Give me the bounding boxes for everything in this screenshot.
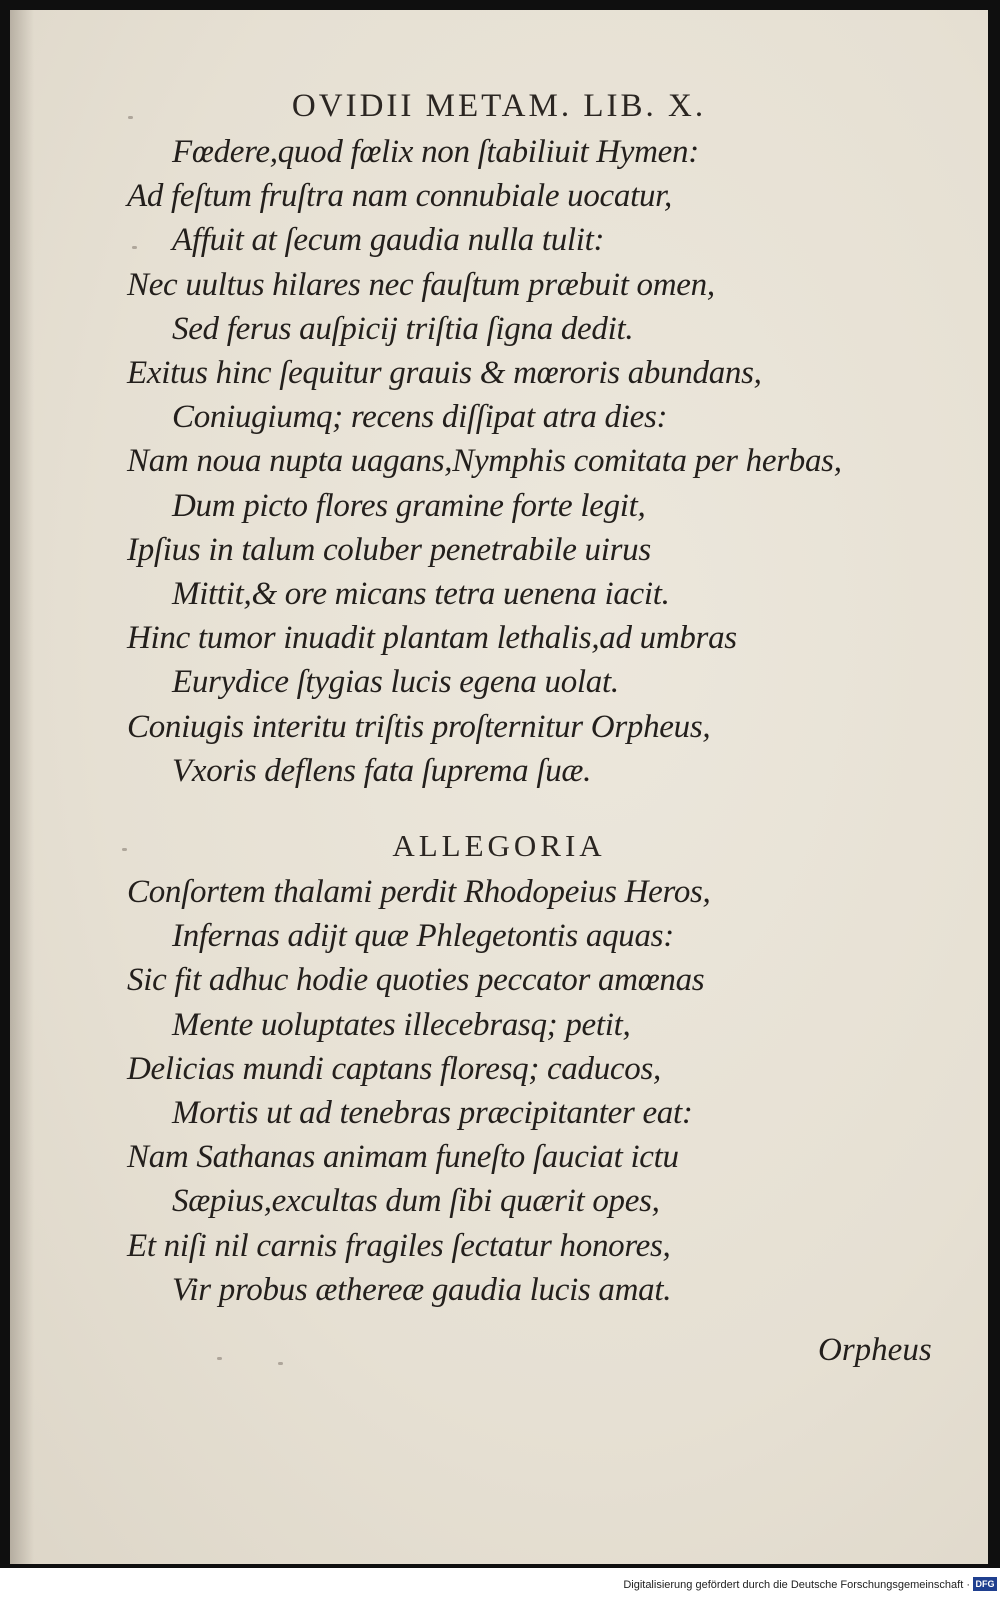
verse-line: Hinc tumor inuadit plantam lethalis,ad umbras bbox=[127, 620, 737, 657]
verse-line: Sic fit adhuc hodie quoties peccator amœnas bbox=[127, 962, 705, 999]
verse-line: Conſortem thalami perdit Rhodopeius Heros, bbox=[127, 874, 711, 910]
verse-line: Coniugiumq; recens diſſipat atra dies: bbox=[172, 399, 668, 436]
verse-line: Nec uultus hilares nec fauſtum præbuit omen, bbox=[127, 266, 715, 303]
verse-line: Sæpius,excultas dum ſibi quærit opes, bbox=[172, 1183, 660, 1220]
verse-line: Et niſi nil carnis fragiles ſectatur honores, bbox=[127, 1227, 671, 1264]
ink-speck bbox=[132, 246, 137, 249]
verse-line: Ipſius in talum coluber penetrabile uirus bbox=[127, 531, 651, 568]
verse-line: Fœdere,quod fœlix non ſtabiliuit Hymen: bbox=[172, 134, 699, 170]
digitization-footer bbox=[0, 1568, 1000, 1601]
verse-line: Nam Sathanas animam funeſto ſauciat ictu bbox=[127, 1139, 679, 1176]
verse-line: Infernas adijt quæ Phlegetontis aquas: bbox=[172, 918, 674, 955]
verse-line: Coniugis interitu triſtis proſternitur Orpheus, bbox=[127, 708, 711, 745]
verse-line: Mittit,& ore micans tetra uenena iacit. bbox=[172, 576, 670, 612]
verse-line: Delicias mundi captans floresq; caducos, bbox=[127, 1050, 661, 1087]
funding-credit: Digitalisierung gefördert durch die Deutsche Forschungsgemeinschaft · bbox=[623, 1579, 970, 1591]
ink-speck bbox=[128, 116, 133, 119]
verse-line: Vir probus æthereæ gaudia lucis amat. bbox=[172, 1271, 672, 1308]
verse-line: Vxoris deflens fata ſuprema ſuæ. bbox=[172, 752, 592, 789]
dfg-logo: DFG bbox=[973, 1577, 997, 1591]
book-page bbox=[10, 10, 988, 1564]
ink-speck bbox=[278, 1362, 283, 1365]
gutter-shadow bbox=[10, 10, 34, 1564]
verse-line: Ad feſtum fruſtra nam connubiale uocatur, bbox=[127, 178, 672, 215]
catchword: Orpheus bbox=[818, 1332, 932, 1368]
verse-line: Dum picto flores gramine forte legit, bbox=[172, 487, 646, 524]
ink-speck bbox=[122, 848, 127, 851]
ink-speck bbox=[217, 1357, 222, 1360]
section-heading-allegoria: ALLEGORIA bbox=[392, 828, 606, 863]
verse-line: Mortis ut ad tenebras præcipitanter eat: bbox=[172, 1095, 693, 1131]
running-head: OVIDII METAM. LIB. X. bbox=[291, 88, 707, 124]
verse-line: Nam noua nupta uagans,Nymphis comitata per herbas, bbox=[127, 443, 842, 480]
verse-line: Eurydice ſtygias lucis egena uolat. bbox=[172, 664, 619, 701]
verse-line: Affuit at ſecum gaudia nulla tulit: bbox=[172, 222, 605, 259]
verse-line: Sed ferus auſpicij triſtia ſigna dedit. bbox=[172, 310, 634, 347]
verse-line: Mente uoluptates illecebrasq; petit, bbox=[172, 1006, 631, 1043]
verse-line: Exitus hinc ſequitur grauis & mœroris abundans, bbox=[127, 355, 762, 391]
